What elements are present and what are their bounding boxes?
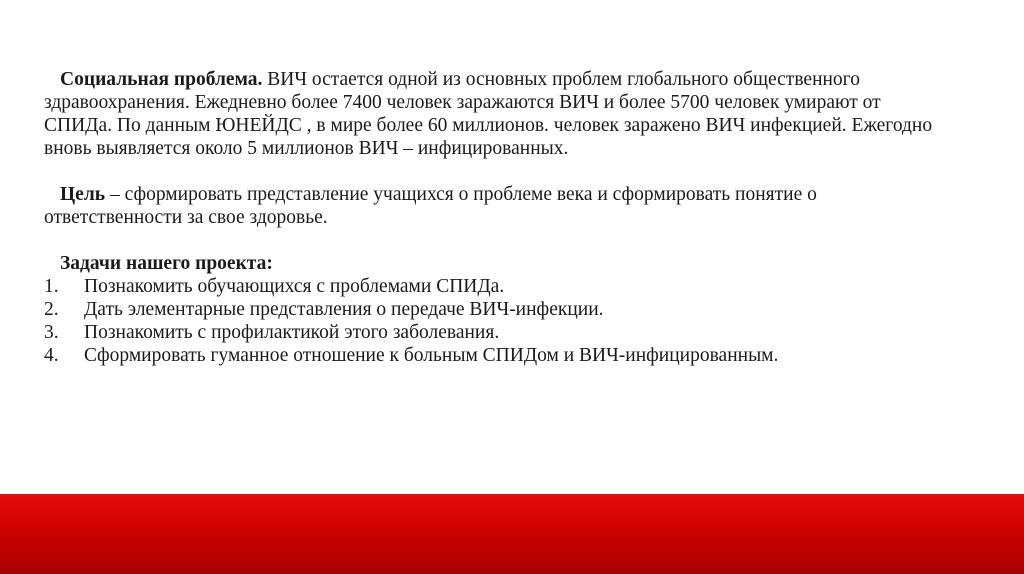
tasks-heading: Задачи нашего проекта: <box>60 253 273 274</box>
task-text: Познакомить обучающихся с проблемами СПИДа. <box>84 276 505 297</box>
task-text: Сформировать гуманное отношение к больным СПИДом и ВИЧ-инфицированным. <box>84 345 779 366</box>
goal-lead: Цель <box>60 184 106 205</box>
social-problem-paragraph <box>44 68 944 160</box>
goal-text: – сформировать представление учащихся о проблеме века и сформировать понятие о ответственности за свое здоровье. <box>44 184 817 228</box>
list-item <box>44 298 944 321</box>
footer-red-band <box>0 494 1024 574</box>
task-number: 3. <box>44 322 59 343</box>
tasks-list <box>44 275 944 367</box>
task-number: 4. <box>44 345 59 366</box>
task-text: Дать элементарные представления о передаче ВИЧ-инфекции. <box>84 299 604 320</box>
list-item <box>44 275 944 298</box>
task-text: Познакомить с профилактикой этого заболевания. <box>84 322 500 343</box>
social-problem-lead: Социальная проблема. <box>60 69 263 90</box>
list-item <box>44 321 944 344</box>
social-problem-text: ВИЧ остается одной из основных проблем глобального общественного здравоохранения. Ежедневно более 7400 человек заражаются ВИЧ и более 5700 человек умирают от СПИДа. По данным ЮНЕЙДС , в мире более 60 миллионов. человек заражено ВИЧ инфекцией. Ежегодно вновь выявляется около 5 миллионов ВИЧ – инфицированных. <box>44 69 933 159</box>
list-item <box>44 344 944 367</box>
slide-content <box>44 68 944 367</box>
goal-paragraph <box>44 183 944 229</box>
task-number: 1. <box>44 276 59 297</box>
task-number: 2. <box>44 299 59 320</box>
